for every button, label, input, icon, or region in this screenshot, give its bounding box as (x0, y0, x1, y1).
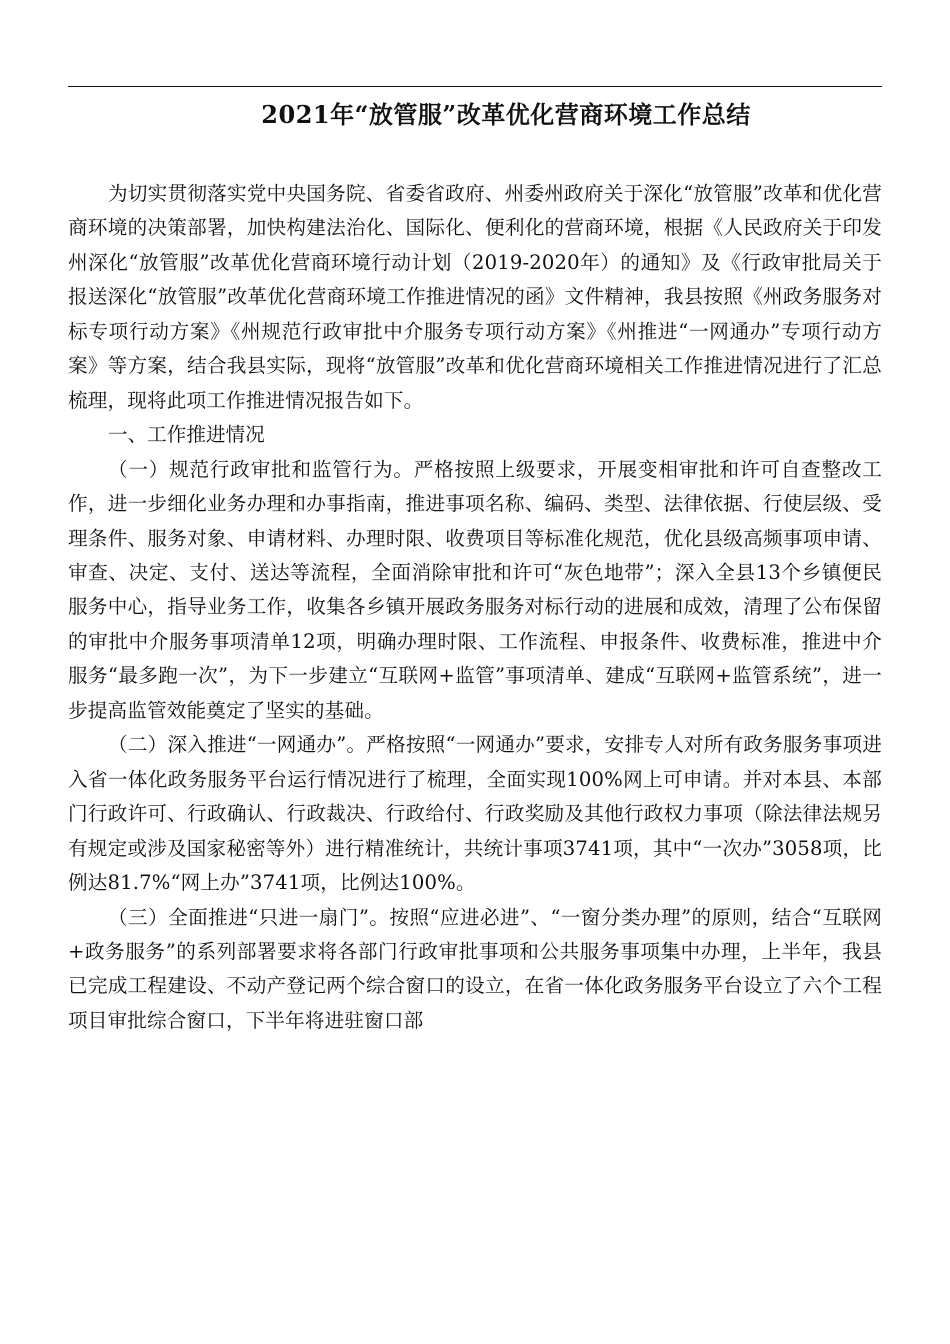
header-rule (68, 86, 882, 87)
section-heading: 一、工作推进情况 (108, 423, 265, 447)
document-page (68, 0, 882, 1344)
paragraph-one-door: （三）全面推进“只进一扇门”。按照“应进必进”、“一窗分类办理”的原则，结合“互联网+政务服务”的系列部署要求将各部门行政审批事项和公共服务事项集中办理，上半年，我县已完成工程建设、不动产登记两个综合窗口的设立，在省一体化政务服务平台设立了六个工程项目审批综合窗口，下半年将进驻窗口部 (68, 905, 882, 1032)
intro-paragraph: 为切实贯彻落实党中央国务院、省委省政府、州委州政府关于深化“放管服”改革和优化营商环境的决策部署，加快构建法治化、国际化、便利化的营商环境，根据《人民政府关于印发州深化“放管服”改革优化营商环境行动计划（2019-2020年）的通知》及《行政审批局关于报送深化“放管服”改革优化营商环境工作推进情况的函》文件精神，我县按照《州政务服务对标专项行动方案》《州规范行政审批中介服务专项行动方案》《州推进“一网通办”专项行动方案》等方案，结合我县实际，现将“放管服”改革和优化营商环境相关工作推进情况进行了汇总梳理，现将此项工作推进情况报告如下。 (68, 182, 882, 412)
document-title: 2021年“放管服”改革优化营商环境工作总结 (261, 100, 751, 129)
paragraph-standardize-approval: （一）规范行政审批和监管行为。严格按照上级要求，开展变相审批和许可自查整改工作，进一步细化业务办理和办事指南，推进事项名称、编码、类型、法律依据、行使层级、受理条件、服务对象、申请材料、办理时限、收费项目等标准化规范，优化县级高频事项申请、审查、决定、支付、送达等流程，全面消除审批和许可“灰色地带”；深入全县13个乡镇便民服务中心，指导业务工作，收集各乡镇开展政务服务对标行动的进展和成效，清理了公布保留的审批中介服务事项清单12项，明确办理时限、工作流程、申报条件、收费标准，推进中介服务“最多跑一次”，为下一步建立“互联网+监管”事项清单、建成“互联网+监管系统”，进一步提高监管效能奠定了坚实的基础。 (68, 457, 882, 722)
document-body (68, 177, 882, 1038)
paragraph-one-network: （二）深入推进“一网通办”。严格按照“一网通办”要求，安排专人对所有政务服务事项进入省一体化政务服务平台运行情况进行了梳理，全面实现100%网上可申请。并对本县、本部门行政许可、行政确认、行政裁决、行政给付、行政奖励及其他行政权力事项（除法律法规另有规定或涉及国家秘密等外）进行精准统计，共统计事项3741项，其中“一次办”3058项，比例达81.7%“网上办”3741项，比例达100%。 (68, 733, 882, 895)
